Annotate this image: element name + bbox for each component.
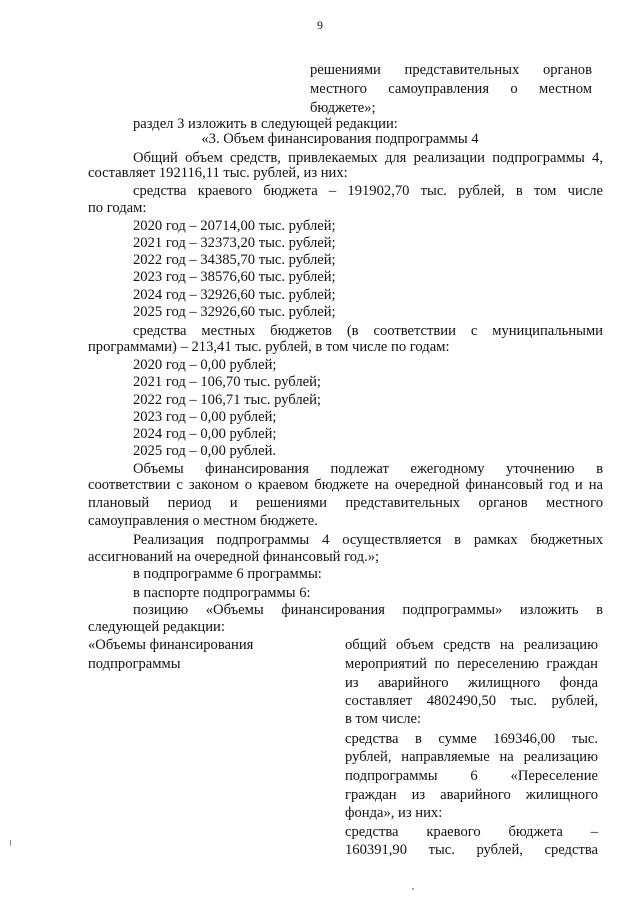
local-p4-line-2: программами) – 213,41 тыс. рублей, в том числе по годам: — [88, 339, 450, 355]
regional-p4-line-1: средства краевого бюджета – 191902,70 тыс. рублей, в том числе — [133, 183, 603, 199]
adjust-para-line-4: самоуправления о местном бюджете. — [88, 513, 318, 529]
regional-year-2025: 2025 год – 32926,60 тыс. рублей; — [133, 304, 336, 320]
local-year-2025: 2025 год – 0,00 рублей. — [133, 443, 277, 459]
local-year-2022: 2022 год – 106,71 тыс. рублей; — [133, 392, 321, 408]
page-number: 9 — [317, 18, 323, 32]
table-right-line-3: из аварийного жилищного фонда — [345, 675, 598, 691]
table-left-line-1: «Объемы финансирования — [88, 637, 254, 653]
table-right-line-9: граждан из аварийного жилищного — [345, 787, 598, 803]
regional-year-2020: 2020 год – 20714,00 тыс. рублей; — [133, 218, 336, 234]
adjust-para-line-2: соответствии с законом о краевом бюджете на очередной финансовый год и на — [88, 477, 603, 493]
regional-year-2022: 2022 год – 34385,70 тыс. рублей; — [133, 252, 336, 268]
local-year-2021: 2021 год – 106,70 тыс. рублей; — [133, 374, 321, 390]
table-right-line-1: общий объем средств на реализацию — [345, 637, 598, 653]
passport-intro: в паспорте подпрограммы 6: — [133, 585, 311, 601]
local-year-2020: 2020 год – 0,00 рублей; — [133, 357, 277, 373]
section3-title: «3. Объем финансирования подпрограммы 4 — [201, 131, 479, 147]
table-right-line-11: средства краевого бюджета – — [345, 824, 598, 840]
table-right-line-2: мероприятий по переселению граждан — [345, 656, 598, 672]
table-right-line-5: в том числе: — [345, 711, 422, 727]
section3-intro: раздел 3 изложить в следующей редакции: — [133, 116, 398, 132]
adjust-para-line-3: плановый период и решениями представительных органов местного — [88, 495, 603, 511]
table-right-line-7: рублей, направляемые на реализацию — [345, 749, 598, 765]
table-right-line-12: 160391,90 тыс. рублей, средства — [345, 842, 598, 858]
realization-para-line-1: Реализация подпрограммы 4 осуществляется в рамках бюджетных — [133, 532, 603, 548]
table-right-line-6: средства в сумме 169346,00 тыс. — [345, 731, 598, 747]
subprogram6-intro: в подпрограмме 6 программы: — [133, 566, 322, 582]
local-year-2023: 2023 год – 0,00 рублей; — [133, 409, 277, 425]
regional-year-2023: 2023 год – 38576,60 тыс. рублей; — [133, 269, 336, 285]
regional-p4-line-2: по годам: — [88, 200, 147, 216]
total-p4-line-2: составляет 192116,11 тыс. рублей, из них: — [88, 165, 348, 181]
top-block-line-1: решениями представительных органов — [310, 62, 592, 78]
table-right-line-10: фонда», из них: — [345, 805, 443, 821]
top-block-line-3: бюджете»; — [310, 100, 376, 116]
scan-speck — [412, 888, 414, 890]
table-left-line-2: подпрограммы — [88, 656, 181, 672]
position-para-line-1: позицию «Объемы финансирования подпрограммы» изложить в — [133, 602, 603, 618]
table-right-line-8: подпрограммы 6 «Переселение — [345, 768, 598, 784]
local-year-2024: 2024 год – 0,00 рублей; — [133, 426, 277, 442]
table-right-line-4: составляет 4802490,50 тыс. рублей, — [345, 693, 598, 709]
adjust-para-line-1: Объемы финансирования подлежат ежегодному уточнению в — [133, 461, 603, 477]
regional-year-2024: 2024 год – 32926,60 тыс. рублей; — [133, 287, 336, 303]
top-block-line-2: местного самоуправления о местном — [310, 81, 592, 97]
scan-speck — [10, 840, 11, 846]
position-para-line-2: следующей редакции: — [88, 619, 225, 635]
regional-year-2021: 2021 год – 32373,20 тыс. рублей; — [133, 235, 336, 251]
total-p4-line-1: Общий объем средств, привлекаемых для реализации подпрограммы 4, — [133, 150, 603, 166]
realization-para-line-2: ассигнований на очередной финансовый год.»; — [88, 549, 380, 565]
local-p4-line-1: средства местных бюджетов (в соответствии с муниципальными — [133, 323, 603, 339]
